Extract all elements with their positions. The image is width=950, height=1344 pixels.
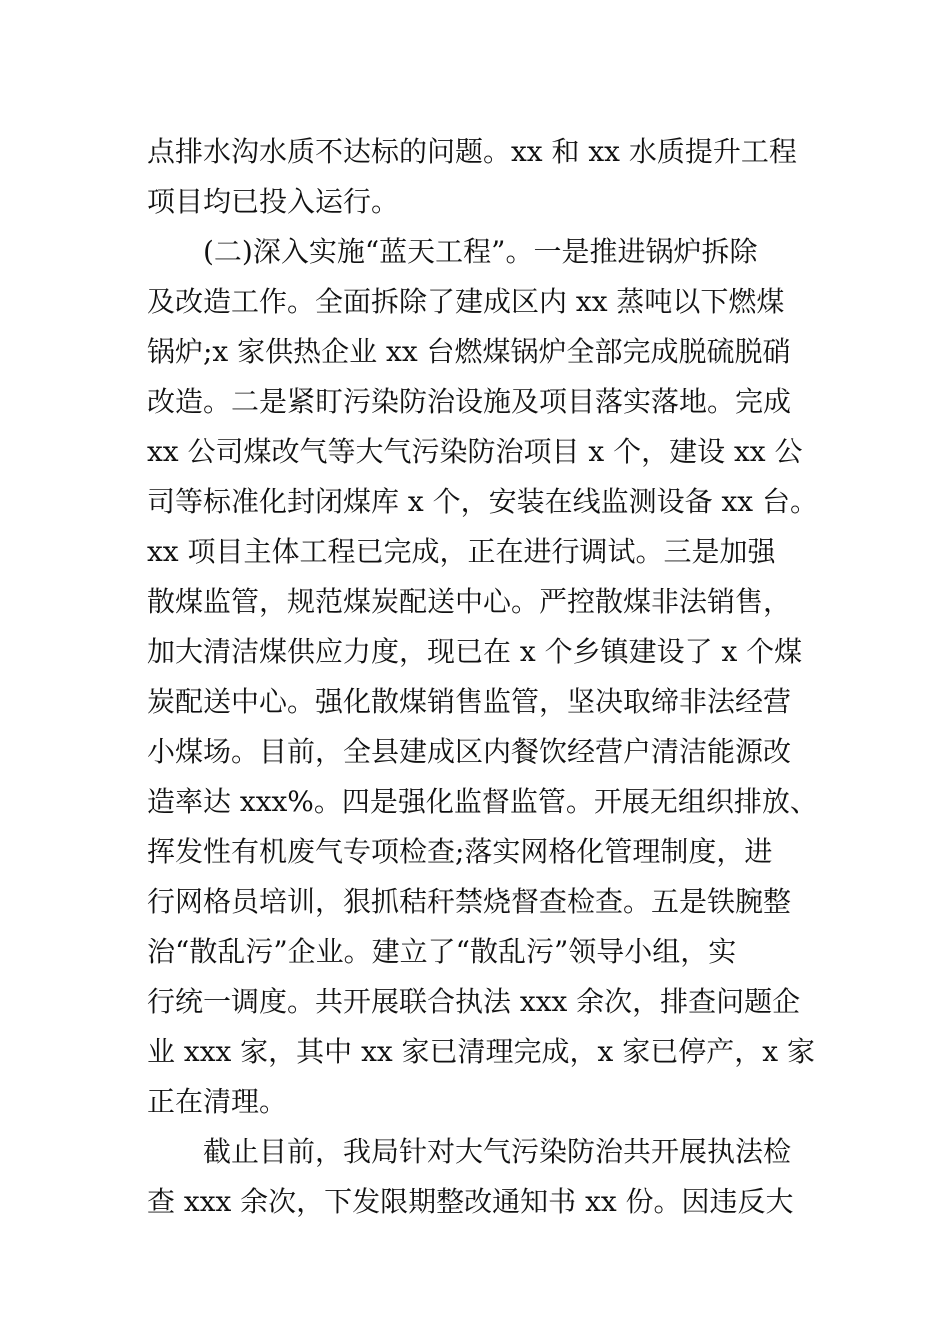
text-line: 项目均已投入运行。 <box>147 185 400 218</box>
text-line: 改造。二是紧盯污染防治设施及项目落实落地。完成 <box>147 385 792 418</box>
text-line: 点排水沟水质不达标的问题。xx 和 xx 水质提升工程 <box>147 135 797 168</box>
text-line: 散煤监管，规范煤炭配送中心。严控散煤非法销售， <box>147 585 792 618</box>
text-line: 行统一调度。共开展联合执法 xxx 余次，排查问题企 <box>147 985 801 1018</box>
text-line: 挥发性有机废气专项检查;落实网格化管理制度，进 <box>147 835 773 868</box>
text-line: 及改造工作。全面拆除了建成区内 xx 蒸吨以下燃煤 <box>147 285 785 318</box>
text-line: xx 公司煤改气等大气污染防治项目 x 个，建设 xx 公 <box>147 435 803 468</box>
text-line: 锅炉;x 家供热企业 xx 台燃煤锅炉全部完成脱硫脱硝 <box>147 335 791 368</box>
text-line: 小煤场。目前，全县建成区内餐饮经营户清洁能源改 <box>147 735 792 768</box>
text-line: 截止目前，我局针对大气污染防治共开展执法检 <box>147 1135 792 1168</box>
text-line: 造率达 xxx%。四是强化监督监管。开展无组织排放、 <box>147 785 818 818</box>
text-line: 行网格员培训，狠抓秸秆禁烧督查检查。五是铁腕整 <box>147 885 792 918</box>
text-line: 炭配送中心。强化散煤销售监管，坚决取缔非法经营 <box>147 685 792 718</box>
text-line: 加大清洁煤供应力度，现已在 x 个乡镇建设了 x 个煤 <box>147 635 803 668</box>
text-line: 治“散乱污”企业。建立了“散乱污”领导小组，实 <box>147 935 737 968</box>
text-line: xx 项目主体工程已完成，正在进行调试。三是加强 <box>147 535 776 568</box>
text-line: 查 xxx 余次，下发限期整改通知书 xx 份。因违反大 <box>147 1185 794 1218</box>
text-line: 业 xxx 家，其中 xx 家已清理完成，x 家已停产，x 家 <box>147 1035 815 1068</box>
text-line: (二)深入实施“蓝天工程”。一是推进锅炉拆除 <box>147 235 758 268</box>
text-line: 司等标准化封闭煤库 x 个，安装在线监测设备 xx 台。 <box>147 485 818 518</box>
text-line: 正在清理。 <box>147 1085 288 1118</box>
